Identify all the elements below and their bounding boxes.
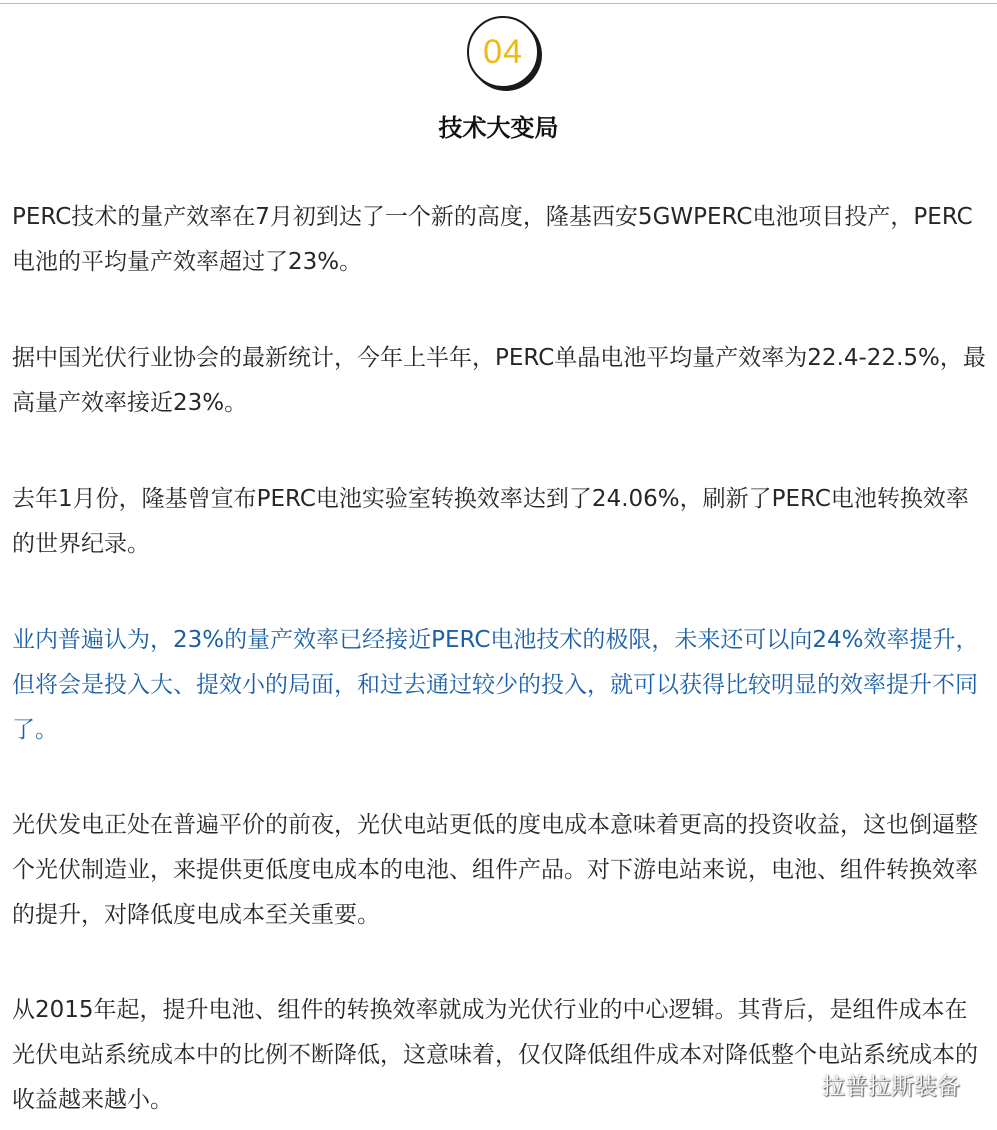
- section-number: 04: [483, 32, 523, 71]
- article-paragraph-highlight: 业内普遍认为，23%的量产效率已经接近PERC电池技术的极限，未来还可以向24%效率提升，但将会是投入大、提效小的局面，和过去通过较少的投入，就可以获得比较明显的效率提升不同了。: [12, 627, 979, 743]
- article-paragraph-2: 据中国光伏行业协会的最新统计，今年上半年，PERC单晶电池平均量产效率为22.4-22.5%，最高量产效率接近23%。: [12, 345, 986, 416]
- source-watermark: [780, 1068, 960, 1101]
- top-divider: [0, 3, 997, 4]
- watermark-text: 拉普拉斯装备: [822, 1074, 960, 1100]
- article-paragraph-6: 从2015年起，提升电池、组件的转换效率就成为光伏行业的中心逻辑。其背后，是组件成本在光伏电站系统成本中的比例不断降低，这意味着，仅仅降低组件成本对降低整个电站系统成本的收益越来越小。: [12, 997, 978, 1113]
- section-title: 技术大变局: [438, 114, 559, 142]
- article-paragraph-5: 光伏发电正处在普遍平价的前夜，光伏电站更低的度电成本意味着更高的投资收益，这也倒逼整个光伏制造业，来提供更低度电成本的电池、组件产品。对下游电站来说，电池、组件转换效率的提升，对降低度电成本至关重要。: [12, 812, 978, 928]
- wechat-icon: [780, 1070, 814, 1100]
- article-paragraph-1: PERC技术的量产效率在7月初到达了一个新的高度，隆基西安5GWPERC电池项目投产，PERC电池的平均量产效率超过了23%。: [12, 204, 973, 275]
- section-number-badge: [467, 16, 539, 88]
- article-paragraph-3: 去年1月份，隆基曾宣布PERC电池实验室转换效率达到了24.06%，刷新了PERC电池转换效率的世界纪录。: [12, 486, 969, 557]
